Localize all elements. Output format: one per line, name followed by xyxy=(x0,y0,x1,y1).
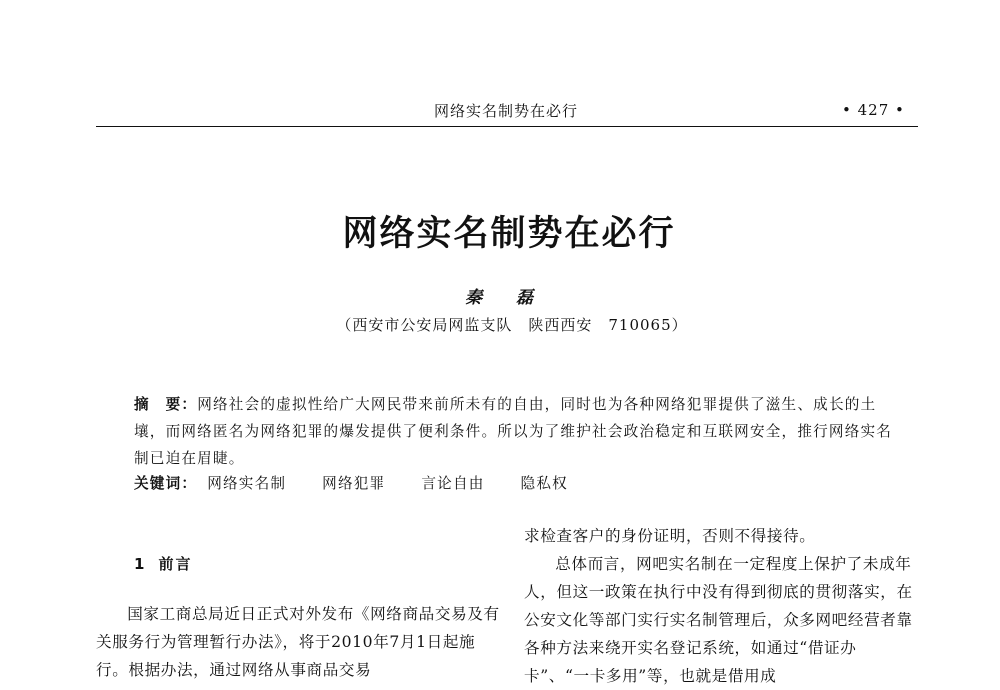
section-heading xyxy=(134,553,192,574)
section-number: 1 xyxy=(134,555,147,573)
section-heading-text: 前言 xyxy=(158,555,193,573)
affiliation: （西安市公安局网监支队 陕西西安 710065） xyxy=(336,316,688,334)
abstract-text: 网络社会的虚拟性给广大网民带来前所未有的自由，同时也为各种网络犯罪提供了滋生、成长的土壤，而网络匿名为网络犯罪的爆发提供了便利条件。所以为了维护社会政治稳定和互联网安全，推行网络实名制已迫在眉睫。 xyxy=(134,396,893,467)
right-paragraph-continued: 求检查客户的身份证明，否则不得接待。 xyxy=(524,527,816,545)
header-rule xyxy=(96,126,918,127)
abstract xyxy=(134,391,894,472)
right-paragraph: 总体而言，网吧实名制在一定程度上保护了未成年人，但这一政策在执行中没有得到彻底的贯彻落实，在公安文化等部门实行实名制管理后，众多网吧经营者靠各种方法来绕开实名登记系统，如通过“借证办卡”、“一卡多用”等，也就是借用成 xyxy=(524,555,913,685)
keyword: 隐私权 xyxy=(520,475,568,492)
author: 秦 磊 xyxy=(465,288,547,308)
article-title: 网络实名制势在必行 xyxy=(342,214,676,254)
keywords-label: 关键词： xyxy=(134,475,198,492)
page-number: • 427 • xyxy=(842,101,905,119)
abstract-label: 摘 要： xyxy=(134,396,198,413)
keywords xyxy=(134,472,594,493)
running-title: 网络实名制势在必行 xyxy=(433,102,578,120)
keyword: 言论自由 xyxy=(421,475,485,492)
right-column xyxy=(524,522,920,690)
keyword: 网络犯罪 xyxy=(322,475,386,492)
keyword: 网络实名制 xyxy=(207,475,287,492)
left-column-paragraph: 国家工商总局近日正式对外发布《网络商品交易及有关服务行为管理暂行办法》，将于2010年7月1日起施行。根据办法，通过网络从事商品交易 xyxy=(96,605,500,679)
